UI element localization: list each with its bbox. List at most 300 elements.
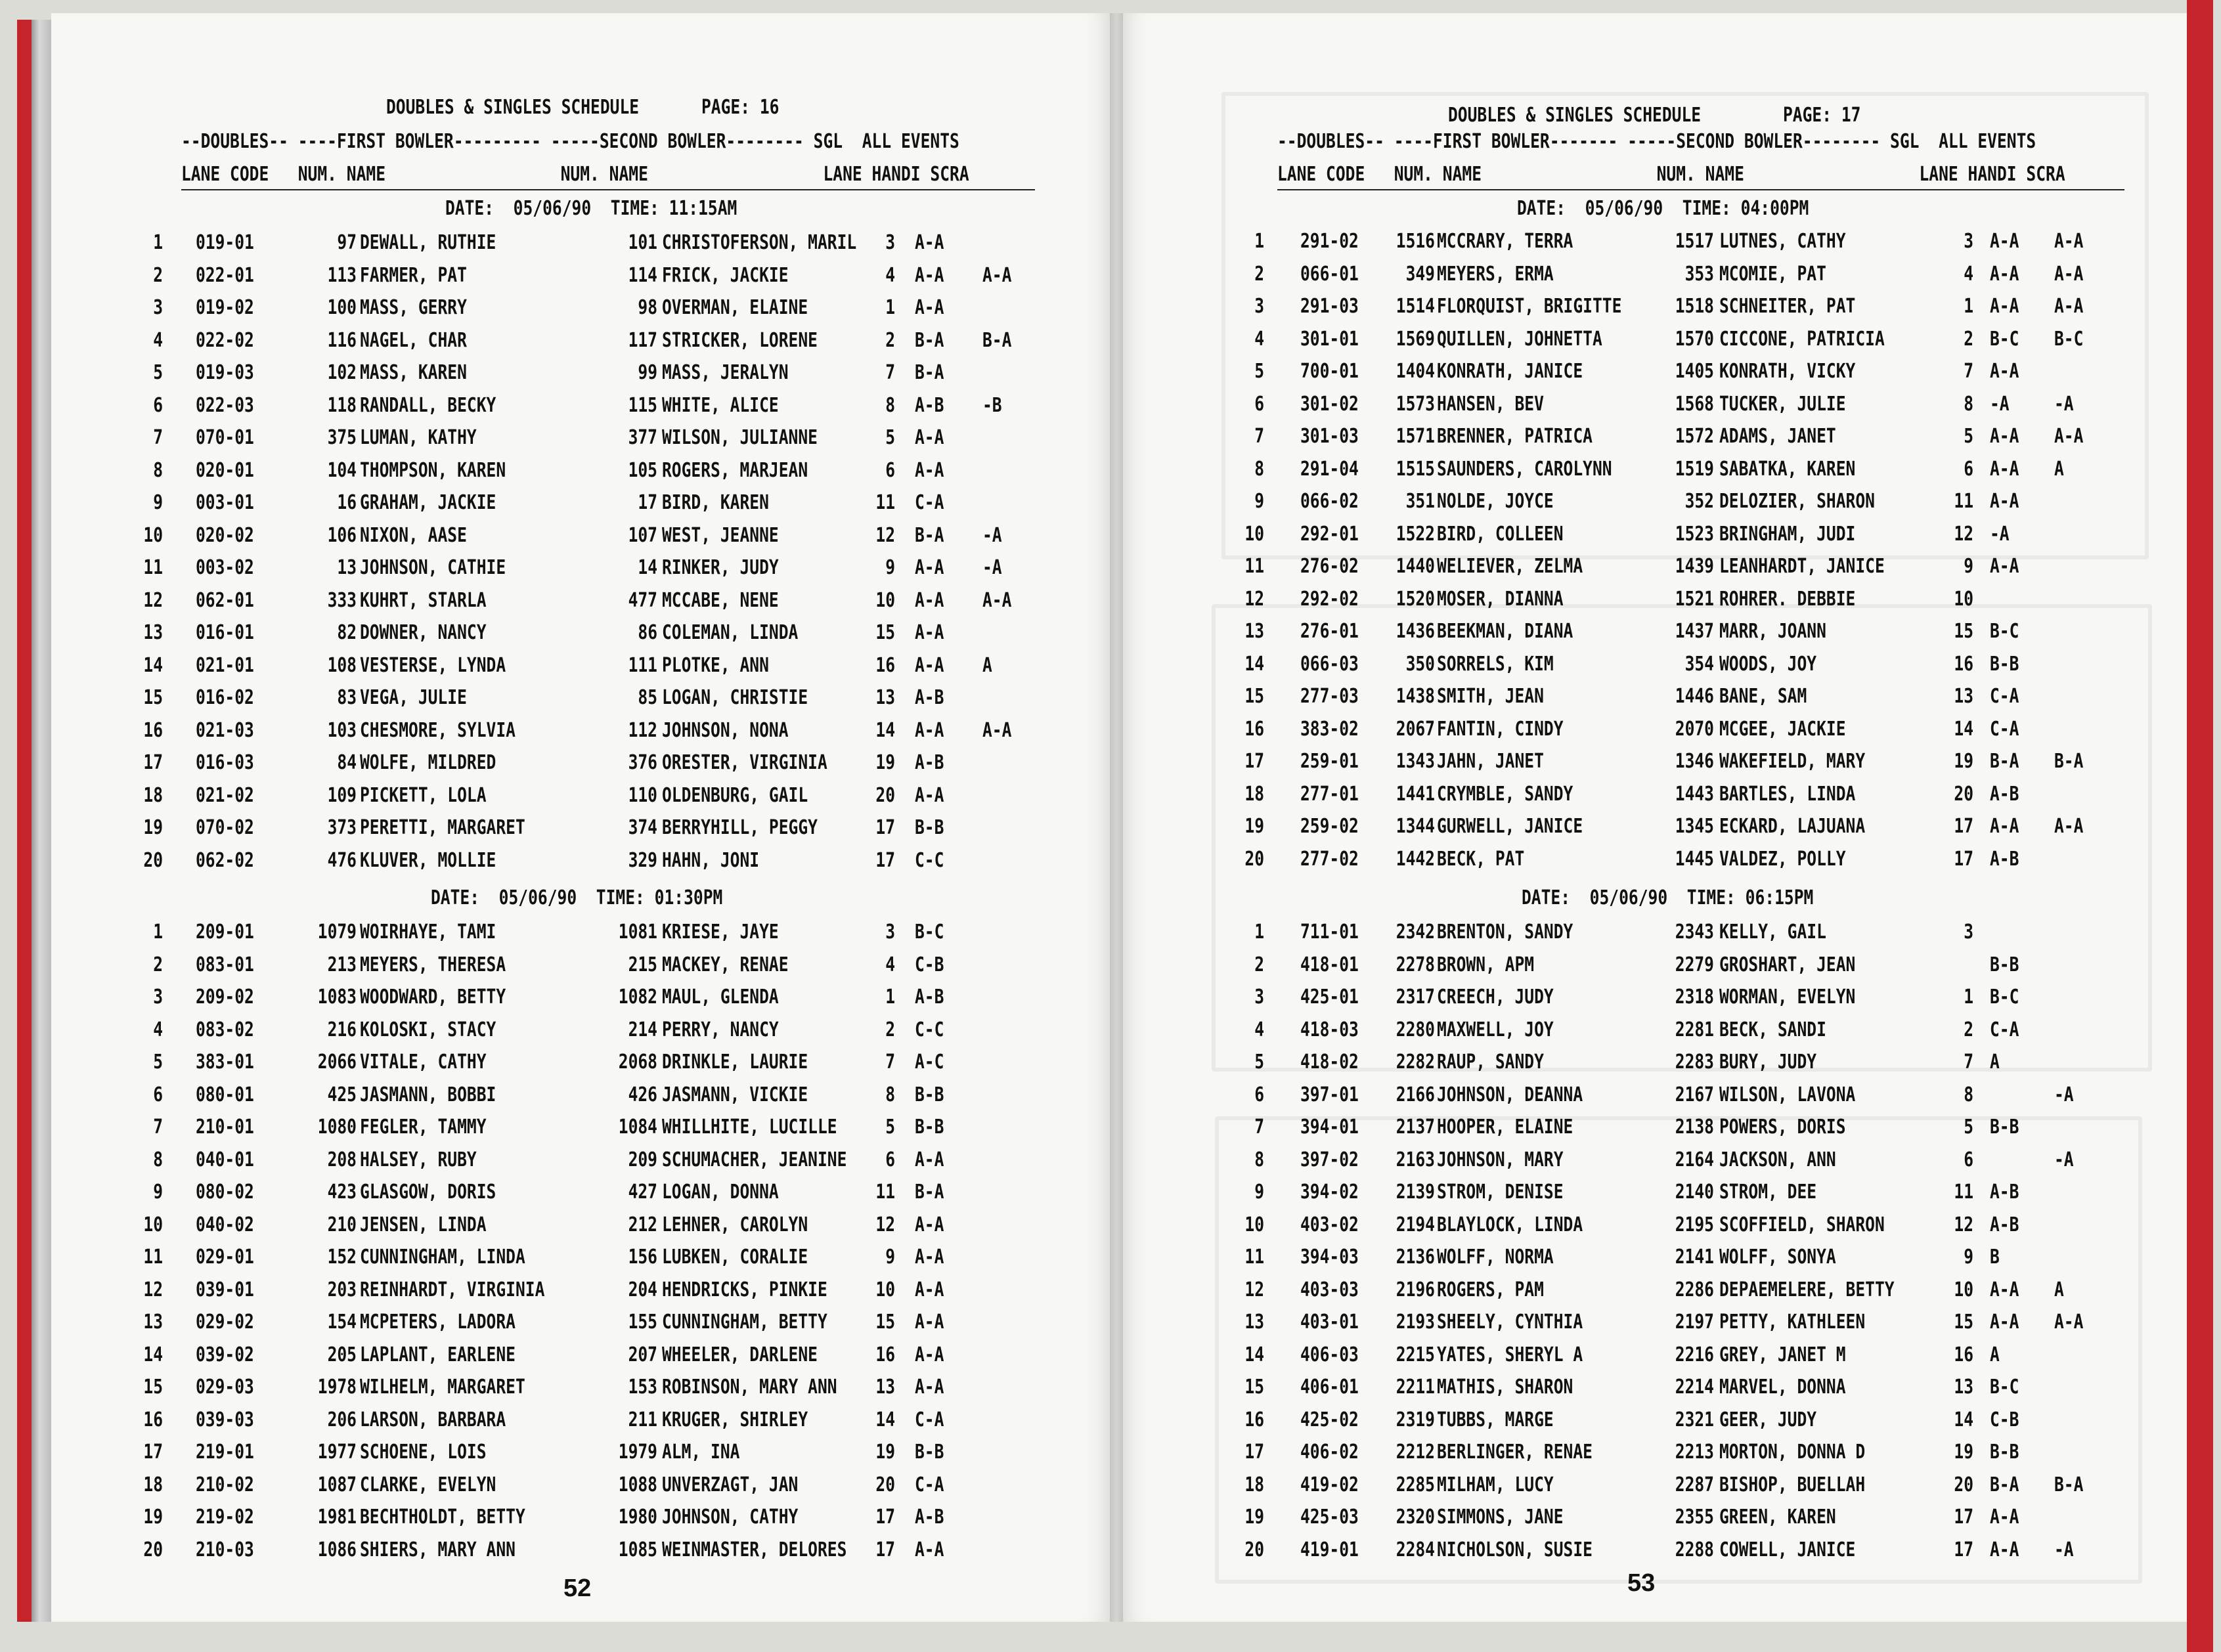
singles-lane: 10 bbox=[875, 1278, 895, 1301]
second-bowler-name: BIRD, KAREN bbox=[662, 491, 769, 514]
singles-lane: 14 bbox=[1954, 717, 1973, 741]
lane-number: 20 bbox=[143, 848, 163, 872]
first-bowler-number: 2212 bbox=[1396, 1441, 1435, 1464]
lane-number: 5 bbox=[1254, 1051, 1264, 1074]
first-bowler-name: WOIRHAYE, TAMI bbox=[360, 921, 496, 944]
scratch-class: -A bbox=[2054, 1083, 2074, 1106]
second-bowler-name: DELOZIER, SHARON bbox=[1719, 490, 1875, 513]
table-row bbox=[51, 1246, 1102, 1277]
singles-lane: 16 bbox=[1954, 1343, 1973, 1366]
session-date-time: DATE: 05/06/90 TIME: 06:15PM bbox=[1522, 886, 1814, 909]
singles-lane: 16 bbox=[875, 653, 895, 677]
first-bowler-number: 2193 bbox=[1396, 1311, 1435, 1334]
second-bowler-name: HAHN, JONI bbox=[662, 848, 760, 872]
table-row bbox=[51, 849, 1102, 880]
table-row bbox=[1116, 953, 2167, 985]
first-bowler-number: 1436 bbox=[1396, 620, 1435, 643]
second-bowler-number: 2355 bbox=[1675, 1506, 1714, 1529]
first-bowler-number: 2284 bbox=[1396, 1538, 1435, 1561]
first-bowler-number: 2196 bbox=[1396, 1278, 1435, 1301]
page-right bbox=[1116, 13, 2187, 1622]
scratch-class: A-A bbox=[2054, 295, 2084, 318]
singles-lane: 19 bbox=[1954, 750, 1973, 773]
doubles-code: 021-03 bbox=[196, 718, 254, 742]
handicap-class: B-A bbox=[1990, 750, 2019, 773]
lane-number: 10 bbox=[1244, 1213, 1264, 1236]
second-bowler-number: 1082 bbox=[618, 986, 657, 1009]
table-row bbox=[51, 426, 1102, 458]
singles-lane: 11 bbox=[875, 491, 895, 514]
handicap-class: B-C bbox=[915, 921, 944, 944]
handicap-class: A-A bbox=[915, 231, 944, 254]
singles-lane: 13 bbox=[875, 1376, 895, 1399]
second-bowler-number: 2279 bbox=[1675, 953, 1714, 976]
handicap-class: B-B bbox=[915, 1083, 944, 1106]
first-bowler-number: 351 bbox=[1405, 490, 1435, 513]
first-bowler-name: JOHNSON, MARY bbox=[1437, 1148, 1564, 1171]
second-bowler-name: KRIESE, JAYE bbox=[662, 921, 779, 944]
lane-number: 13 bbox=[1244, 620, 1264, 643]
singles-lane: 9 bbox=[1964, 1246, 1973, 1269]
table-row bbox=[1116, 1473, 2167, 1505]
table-row bbox=[1116, 1538, 2167, 1570]
lane-number: 19 bbox=[143, 1506, 163, 1529]
lane-number: 18 bbox=[143, 1473, 163, 1496]
handicap-class: A-A bbox=[1990, 815, 2019, 838]
second-bowler-number: 1443 bbox=[1675, 782, 1714, 806]
column-group-header: --DOUBLES-- ----FIRST BOWLER--------- -----SECOND BOWLER-------- SGL ALL EVENTS bbox=[181, 130, 959, 153]
lane-number: 16 bbox=[143, 718, 163, 742]
second-bowler-name: LOGAN, DONNA bbox=[662, 1181, 779, 1204]
first-bowler-name: BECK, PAT bbox=[1437, 847, 1525, 871]
first-bowler-number: 84 bbox=[337, 751, 357, 774]
handicap-class: B-B bbox=[915, 1116, 944, 1139]
second-bowler-number: 1085 bbox=[618, 1538, 657, 1561]
first-bowler-name: CUNNINGHAM, LINDA bbox=[360, 1246, 525, 1269]
second-bowler-number: 2321 bbox=[1675, 1408, 1714, 1431]
lane-number: 2 bbox=[1254, 262, 1264, 286]
lane-number: 3 bbox=[1254, 295, 1264, 318]
second-bowler-name: WILSON, LAVONA bbox=[1719, 1083, 1856, 1106]
second-bowler-name: BECK, SANDI bbox=[1719, 1018, 1826, 1041]
first-bowler-number: 1438 bbox=[1396, 685, 1435, 708]
table-row bbox=[51, 953, 1102, 985]
second-bowler-name: GROSHART, JEAN bbox=[1719, 953, 1856, 976]
first-bowler-name: KONRATH, JANICE bbox=[1437, 360, 1583, 383]
first-bowler-number: 106 bbox=[327, 523, 357, 547]
handicap-class: A-A bbox=[1990, 1278, 2019, 1301]
session-date-time: DATE: 05/06/90 TIME: 11:15AM bbox=[445, 197, 737, 220]
singles-lane: 7 bbox=[1964, 1051, 1973, 1074]
second-bowler-name: GREEN, KAREN bbox=[1719, 1506, 1836, 1529]
doubles-code: 418-02 bbox=[1300, 1051, 1359, 1074]
singles-lane: 4 bbox=[1964, 262, 1973, 286]
handicap-class: A-A bbox=[915, 1311, 944, 1334]
table-row bbox=[51, 296, 1102, 328]
second-bowler-number: 377 bbox=[628, 426, 657, 449]
singles-lane: 12 bbox=[875, 523, 895, 547]
first-bowler-number: 2285 bbox=[1396, 1473, 1435, 1496]
handicap-class: A-A bbox=[1990, 1538, 2019, 1561]
singles-lane: 8 bbox=[885, 393, 895, 417]
second-bowler-number: 114 bbox=[628, 263, 657, 287]
first-bowler-name: CHESMORE, SYLVIA bbox=[360, 718, 516, 742]
first-bowler-number: 83 bbox=[337, 686, 357, 709]
singles-lane: 6 bbox=[885, 1148, 895, 1171]
second-bowler-name: BRINGHAM, JUDI bbox=[1719, 522, 1856, 546]
second-bowler-name: ROHRER. DEBBIE bbox=[1719, 587, 1856, 611]
lane-number: 19 bbox=[1244, 1506, 1264, 1529]
first-bowler-name: SIMMONS, JANE bbox=[1437, 1506, 1564, 1529]
second-bowler-name: JASMANN, VICKIE bbox=[662, 1083, 808, 1106]
second-bowler-name: BARTLES, LINDA bbox=[1719, 782, 1856, 806]
lane-number: 5 bbox=[153, 361, 163, 384]
second-bowler-name: CICCONE, PATRICIA bbox=[1719, 327, 1885, 351]
first-bowler-number: 102 bbox=[327, 361, 357, 384]
singles-lane: 9 bbox=[885, 1246, 895, 1269]
table-row bbox=[1116, 490, 2167, 521]
second-bowler-number: 17 bbox=[638, 491, 657, 514]
second-bowler-name: ROGERS, MARJEAN bbox=[662, 458, 808, 482]
first-bowler-number: 13 bbox=[337, 556, 357, 579]
first-bowler-number: 1571 bbox=[1396, 425, 1435, 448]
handicap-class: A-A bbox=[915, 1376, 944, 1399]
table-row bbox=[51, 986, 1102, 1017]
handicap-class: B-C bbox=[1990, 620, 2019, 643]
lane-number: 20 bbox=[143, 1538, 163, 1561]
second-bowler-name: KRUGER, SHIRLEY bbox=[662, 1408, 808, 1431]
lane-number: 5 bbox=[1254, 360, 1264, 383]
table-row bbox=[51, 1343, 1102, 1375]
second-bowler-name: WAKEFIELD, MARY bbox=[1719, 750, 1866, 773]
lane-number: 6 bbox=[1254, 1083, 1264, 1106]
first-bowler-name: LARSON, BARBARA bbox=[360, 1408, 506, 1431]
doubles-code: 259-01 bbox=[1300, 750, 1359, 773]
scratch-class: A-A bbox=[2054, 262, 2084, 286]
table-row bbox=[51, 1473, 1102, 1505]
first-bowler-name: FARMER, PAT bbox=[360, 263, 467, 287]
lane-number: 2 bbox=[153, 263, 163, 287]
first-bowler-number: 104 bbox=[327, 458, 357, 482]
lane-number: 17 bbox=[143, 1441, 163, 1464]
doubles-code: 022-01 bbox=[196, 263, 254, 287]
handicap-class: A-A bbox=[1990, 230, 2019, 253]
second-bowler-number: 352 bbox=[1684, 490, 1714, 513]
handicap-class: B-C bbox=[1990, 1376, 2019, 1399]
schedule-title: DOUBLES & SINGLES SCHEDULE bbox=[1448, 104, 1702, 127]
second-bowler-name: WOODS, JOY bbox=[1719, 652, 1817, 676]
second-bowler-number: 2167 bbox=[1675, 1083, 1714, 1106]
doubles-code: 066-01 bbox=[1300, 262, 1359, 286]
handicap-class: A-B bbox=[1990, 1213, 2019, 1236]
doubles-code: 020-02 bbox=[196, 523, 254, 547]
first-bowler-number: 208 bbox=[327, 1148, 357, 1171]
first-bowler-number: 116 bbox=[327, 328, 357, 352]
second-bowler-number: 2287 bbox=[1675, 1473, 1714, 1496]
table-row bbox=[1116, 458, 2167, 489]
handicap-class: A-A bbox=[915, 263, 944, 287]
first-bowler-name: MASS, KAREN bbox=[360, 361, 467, 384]
first-bowler-name: NAGEL, CHAR bbox=[360, 328, 467, 352]
first-bowler-name: KLUVER, MOLLIE bbox=[360, 848, 496, 872]
first-bowler-name: NIXON, AASE bbox=[360, 523, 467, 547]
first-bowler-number: 1083 bbox=[317, 986, 357, 1009]
page-number: 53 bbox=[1627, 1569, 1656, 1597]
handicap-class: C-B bbox=[915, 953, 944, 976]
first-bowler-name: LUMAN, KATHY bbox=[360, 426, 477, 449]
scratch-class: A-A bbox=[982, 718, 1012, 742]
doubles-code: 029-02 bbox=[196, 1311, 254, 1334]
lane-number: 10 bbox=[1244, 522, 1264, 546]
table-row bbox=[51, 719, 1102, 750]
scratch-class: -A bbox=[2054, 1538, 2074, 1561]
doubles-code: 062-02 bbox=[196, 848, 254, 872]
table-row bbox=[1116, 1506, 2167, 1537]
singles-lane: 19 bbox=[1954, 1441, 1973, 1464]
singles-lane: 13 bbox=[1954, 685, 1973, 708]
lane-number: 17 bbox=[1244, 1441, 1264, 1464]
lane-number: 17 bbox=[1244, 750, 1264, 773]
second-bowler-name: STROM, DEE bbox=[1719, 1181, 1817, 1204]
scratch-class: -B bbox=[982, 393, 1002, 417]
first-bowler-name: JAHN, JANET bbox=[1437, 750, 1544, 773]
singles-lane: 15 bbox=[1954, 1311, 1973, 1334]
doubles-code: 083-01 bbox=[196, 953, 254, 976]
second-bowler-number: 1979 bbox=[618, 1441, 657, 1464]
first-bowler-name: PICKETT, LOLA bbox=[360, 783, 487, 807]
first-bowler-name: BRENTON, SANDY bbox=[1437, 921, 1573, 944]
first-bowler-number: 1978 bbox=[317, 1376, 357, 1399]
first-bowler-number: 375 bbox=[327, 426, 357, 449]
first-bowler-name: KOLOSKI, STACY bbox=[360, 1018, 496, 1041]
singles-lane: 5 bbox=[885, 1116, 895, 1139]
cover-edge-right bbox=[2187, 0, 2213, 1652]
singles-lane: 11 bbox=[1954, 490, 1973, 513]
singles-lane: 6 bbox=[885, 458, 895, 482]
first-bowler-name: KUHRT, STARLA bbox=[360, 588, 487, 612]
doubles-code: 016-03 bbox=[196, 751, 254, 774]
lane-number: 4 bbox=[153, 328, 163, 352]
first-bowler-name: LAPLANT, EARLENE bbox=[360, 1343, 516, 1366]
doubles-code: 291-04 bbox=[1300, 457, 1359, 481]
header-rule bbox=[181, 189, 1035, 190]
singles-lane: 17 bbox=[1954, 1538, 1973, 1561]
second-bowler-number: 215 bbox=[628, 953, 657, 976]
first-bowler-number: 154 bbox=[327, 1311, 357, 1334]
singles-lane: 3 bbox=[1964, 230, 1973, 253]
handicap-class: B-C bbox=[1990, 327, 2019, 351]
first-bowler-number: 206 bbox=[327, 1408, 357, 1431]
scratch-class: A bbox=[982, 653, 992, 677]
scratch-class: A-A bbox=[982, 588, 1012, 612]
doubles-code: 425-03 bbox=[1300, 1506, 1359, 1529]
singles-lane: 6 bbox=[1964, 457, 1973, 481]
handicap-class: C-C bbox=[915, 1018, 944, 1041]
singles-lane: 20 bbox=[875, 783, 895, 807]
first-bowler-name: GURWELL, JANICE bbox=[1437, 815, 1583, 838]
doubles-code: 040-01 bbox=[196, 1148, 254, 1171]
handicap-class: B-A bbox=[915, 1181, 944, 1204]
second-bowler-number: 2288 bbox=[1675, 1538, 1714, 1561]
table-row bbox=[51, 1181, 1102, 1212]
first-bowler-number: 2211 bbox=[1396, 1376, 1435, 1399]
table-row bbox=[1116, 555, 2167, 586]
lane-number: 8 bbox=[153, 1148, 163, 1171]
doubles-code: 291-02 bbox=[1300, 230, 1359, 253]
handicap-class: A-B bbox=[915, 1506, 944, 1529]
doubles-code: 039-01 bbox=[196, 1278, 254, 1301]
singles-lane: 9 bbox=[1964, 555, 1973, 578]
first-bowler-number: 1344 bbox=[1396, 815, 1435, 838]
second-bowler-number: 211 bbox=[628, 1408, 657, 1431]
table-row bbox=[51, 264, 1102, 295]
singles-lane: 2 bbox=[885, 328, 895, 352]
table-row bbox=[51, 784, 1102, 815]
first-bowler-name: BRENNER, PATRICA bbox=[1437, 425, 1593, 448]
second-bowler-name: WORMAN, EVELYN bbox=[1719, 986, 1856, 1009]
second-bowler-number: 1439 bbox=[1675, 555, 1714, 578]
table-row bbox=[51, 524, 1102, 555]
table-row bbox=[1116, 425, 2167, 456]
first-bowler-name: WOLFF, NORMA bbox=[1437, 1246, 1554, 1269]
doubles-code: 019-03 bbox=[196, 361, 254, 384]
second-bowler-name: DEPAEMELERE, BETTY bbox=[1719, 1278, 1895, 1301]
first-bowler-name: BERLINGER, RENAE bbox=[1437, 1441, 1593, 1464]
handicap-class: A-A bbox=[915, 783, 944, 807]
first-bowler-name: WOLFE, MILDRED bbox=[360, 751, 496, 774]
second-bowler-number: 2286 bbox=[1675, 1278, 1714, 1301]
second-bowler-number: 376 bbox=[628, 751, 657, 774]
handicap-class: A-A bbox=[915, 621, 944, 644]
singles-lane: 5 bbox=[1964, 1116, 1973, 1139]
second-bowler-number: 353 bbox=[1684, 262, 1714, 286]
handicap-class: A-A bbox=[1990, 1311, 2019, 1334]
lane-number: 4 bbox=[1254, 327, 1264, 351]
lane-number: 18 bbox=[1244, 782, 1264, 806]
first-bowler-name: REINHARDT, VIRGINIA bbox=[360, 1278, 545, 1301]
handicap-class: B-B bbox=[1990, 953, 2019, 976]
first-bowler-number: 2280 bbox=[1396, 1018, 1435, 1041]
lane-number: 19 bbox=[143, 816, 163, 839]
handicap-class: A-A bbox=[915, 296, 944, 319]
second-bowler-number: 85 bbox=[638, 686, 657, 709]
first-bowler-name: WOODWARD, BETTY bbox=[360, 986, 506, 1009]
second-bowler-number: 2214 bbox=[1675, 1376, 1714, 1399]
table-row bbox=[51, 556, 1102, 588]
first-bowler-name: STROM, DENISE bbox=[1437, 1181, 1564, 1204]
second-bowler-number: 207 bbox=[628, 1343, 657, 1366]
lane-number: 7 bbox=[1254, 425, 1264, 448]
second-bowler-name: LEANHARDT, JANICE bbox=[1719, 555, 1885, 578]
second-bowler-name: VALDEZ, POLLY bbox=[1719, 847, 1846, 871]
first-bowler-number: 213 bbox=[327, 953, 357, 976]
doubles-code: 016-02 bbox=[196, 686, 254, 709]
handicap-class: A-A bbox=[1990, 425, 2019, 448]
cover-edge-left bbox=[17, 20, 32, 1622]
handicap-class: B-B bbox=[915, 1441, 944, 1464]
second-bowler-number: 1980 bbox=[618, 1506, 657, 1529]
first-bowler-name: SHIERS, MARY ANN bbox=[360, 1538, 516, 1561]
singles-lane: 10 bbox=[1954, 587, 1973, 611]
table-row bbox=[1116, 1441, 2167, 1472]
singles-lane: 3 bbox=[1964, 921, 1973, 944]
scratch-class: B-C bbox=[2054, 327, 2084, 351]
doubles-code: 403-01 bbox=[1300, 1311, 1359, 1334]
second-bowler-name: CUNNINGHAM, BETTY bbox=[662, 1311, 827, 1334]
scratch-class: B-A bbox=[982, 328, 1012, 352]
first-bowler-number: 1086 bbox=[317, 1538, 357, 1561]
singles-lane: 5 bbox=[885, 426, 895, 449]
first-bowler-name: THOMPSON, KAREN bbox=[360, 458, 506, 482]
lane-number: 7 bbox=[153, 426, 163, 449]
first-bowler-number: 2282 bbox=[1396, 1051, 1435, 1074]
doubles-code: 021-02 bbox=[196, 783, 254, 807]
scratch-class: A-A bbox=[2054, 425, 2084, 448]
first-bowler-number: 2215 bbox=[1396, 1343, 1435, 1366]
first-bowler-number: 118 bbox=[327, 393, 357, 417]
table-row bbox=[51, 621, 1102, 653]
scratch-class: -A bbox=[982, 556, 1002, 579]
second-bowler-name: GEER, JUDY bbox=[1719, 1408, 1817, 1431]
second-bowler-number: 156 bbox=[628, 1246, 657, 1269]
second-bowler-name: FRICK, JACKIE bbox=[662, 263, 789, 287]
singles-lane: 3 bbox=[885, 231, 895, 254]
handicap-class: A-B bbox=[915, 986, 944, 1009]
second-bowler-number: 1518 bbox=[1675, 295, 1714, 318]
handicap-class: A-B bbox=[1990, 1181, 2019, 1204]
singles-lane: 7 bbox=[885, 361, 895, 384]
second-bowler-name: DRINKLE, LAURIE bbox=[662, 1051, 808, 1074]
first-bowler-number: 2066 bbox=[317, 1051, 357, 1074]
singles-lane: 3 bbox=[885, 921, 895, 944]
first-bowler-name: CLARKE, EVELYN bbox=[360, 1473, 496, 1496]
handicap-class: A-A bbox=[915, 458, 944, 482]
second-bowler-name: SCOFFIELD, SHARON bbox=[1719, 1213, 1885, 1236]
doubles-code: 406-01 bbox=[1300, 1376, 1359, 1399]
first-bowler-number: 1520 bbox=[1396, 587, 1435, 611]
first-bowler-name: VEGA, JULIE bbox=[360, 686, 467, 709]
handicap-class: C-A bbox=[915, 1408, 944, 1431]
first-bowler-name: MCPETERS, LADORA bbox=[360, 1311, 516, 1334]
table-row bbox=[1116, 1343, 2167, 1375]
doubles-code: 259-02 bbox=[1300, 815, 1359, 838]
handicap-class: A-A bbox=[1990, 555, 2019, 578]
doubles-code: 029-01 bbox=[196, 1246, 254, 1269]
table-row bbox=[51, 1311, 1102, 1342]
doubles-code: 291-03 bbox=[1300, 295, 1359, 318]
doubles-code: 406-02 bbox=[1300, 1441, 1359, 1464]
second-bowler-number: 1405 bbox=[1675, 360, 1714, 383]
first-bowler-number: 2194 bbox=[1396, 1213, 1435, 1236]
first-bowler-number: 108 bbox=[327, 653, 357, 677]
handicap-class: A-A bbox=[915, 1213, 944, 1236]
first-bowler-name: MILHAM, LUCY bbox=[1437, 1473, 1554, 1496]
doubles-code: 070-02 bbox=[196, 816, 254, 839]
lane-number: 12 bbox=[1244, 1278, 1264, 1301]
first-bowler-number: 2067 bbox=[1396, 717, 1435, 741]
second-bowler-name: BISHOP, BUELLAH bbox=[1719, 1473, 1866, 1496]
first-bowler-number: 1442 bbox=[1396, 847, 1435, 871]
singles-lane: 8 bbox=[1964, 1083, 1973, 1106]
handicap-class: C-B bbox=[1990, 1408, 2019, 1431]
table-row bbox=[51, 1018, 1102, 1050]
first-bowler-number: 1440 bbox=[1396, 555, 1435, 578]
first-bowler-name: TUBBS, MARGE bbox=[1437, 1408, 1554, 1431]
table-row bbox=[51, 394, 1102, 425]
table-row bbox=[51, 1441, 1102, 1472]
first-bowler-number: 216 bbox=[327, 1018, 357, 1041]
second-bowler-number: 2195 bbox=[1675, 1213, 1714, 1236]
